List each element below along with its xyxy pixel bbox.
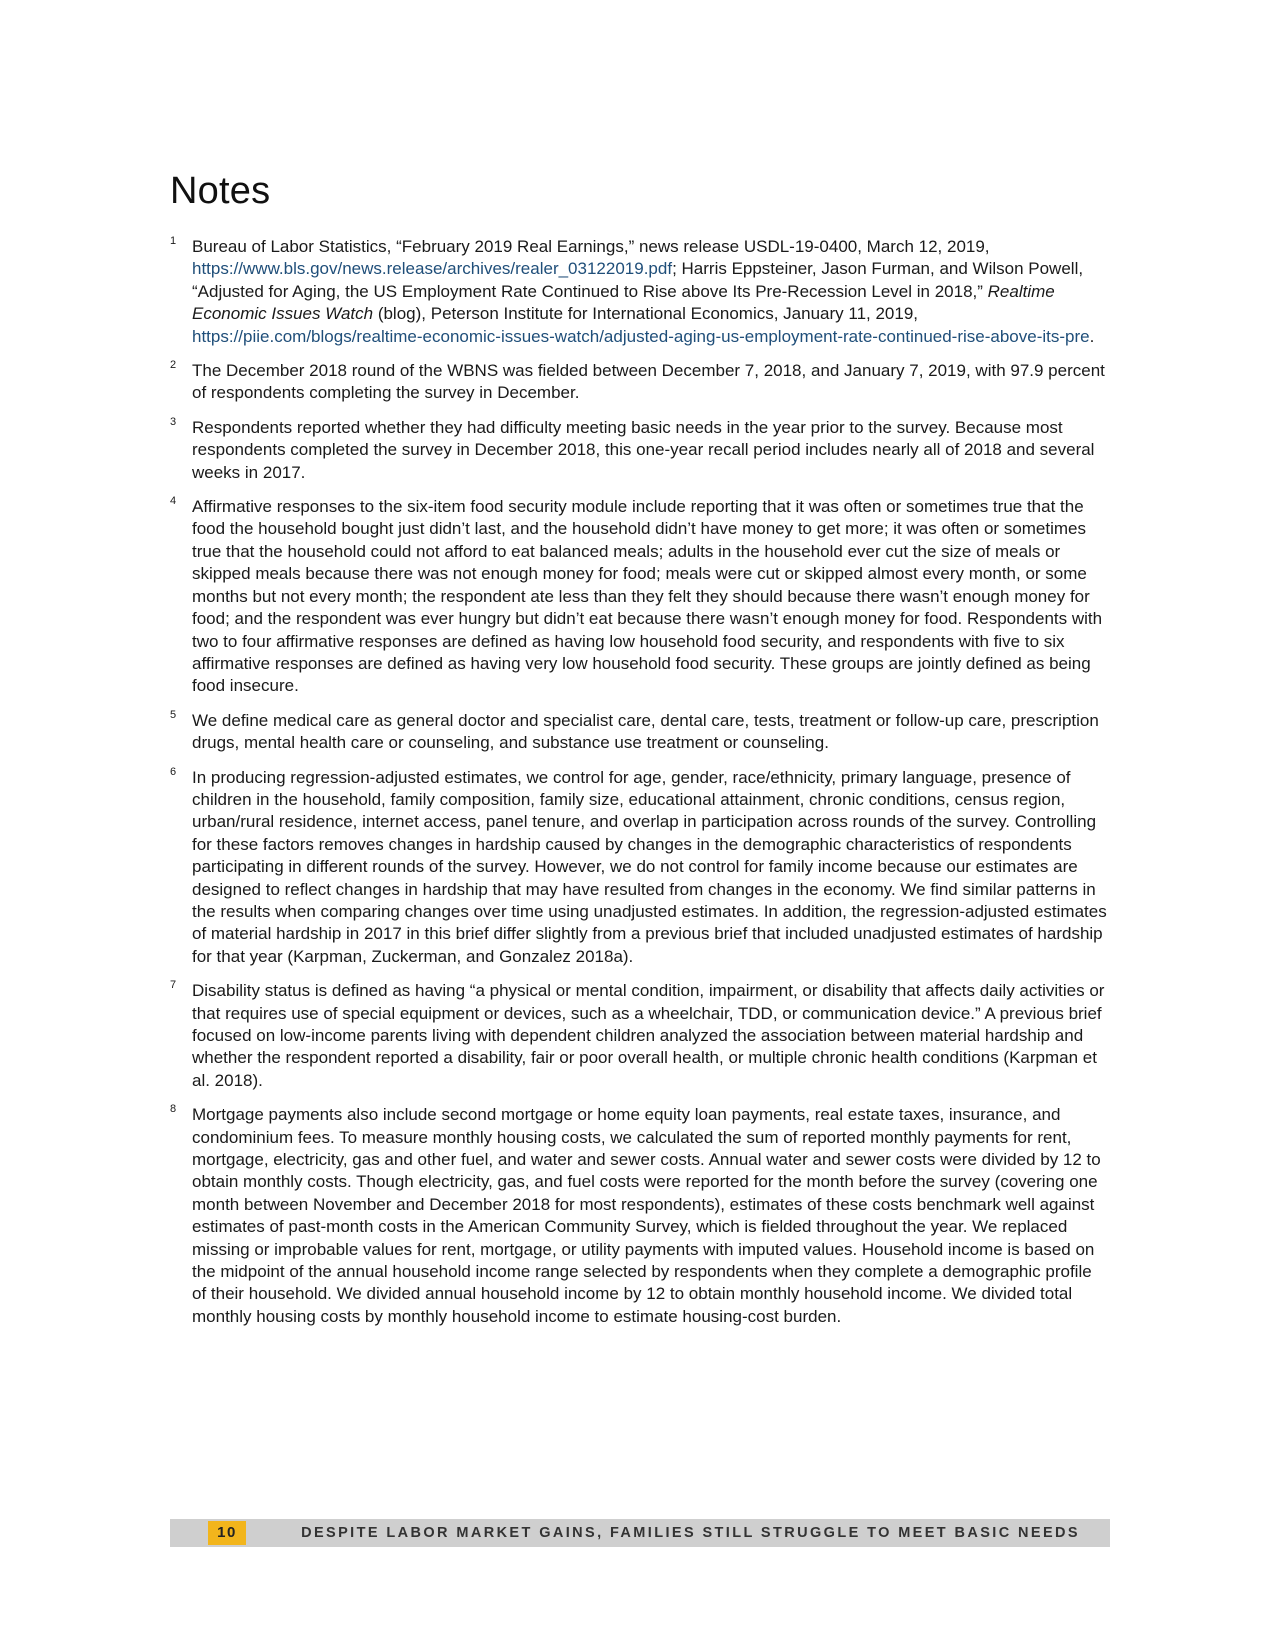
page-title: Notes [170,170,271,212]
note-8 [170,1104,1110,1328]
note-number: 8 [170,1103,177,1116]
note-7 [170,980,1110,1092]
note-4 [170,496,1110,698]
page-footer [170,1519,1110,1547]
note-2 [170,360,1110,405]
note-number: 5 [170,708,177,721]
note-6 [170,767,1110,969]
note-text: Affirmative responses to the six-item food security module include reporting that it was often or sometimes true that the food the household bought just didn’t last, and the household didn’t have money to get more; it was often or sometimes true that the household could not afford to eat balanced meals; adults in the household ever cut the size of meals or skipped meals because there was not enough money for food; meals were cut or skipped almost every month, or some months but not every month; the respondent ate less than they felt they should because there wasn’t enough money for food; and the respondent was ever hungry but didn’t eat because there wasn’t enough money for food. Respondents with two to four affirmative responses are defined as having low household food security, and respondents with five to six affirmative responses are defined as having very low household food security. These groups are jointly defined as being food insecure. [192,497,1103,696]
blog-title: Realtime Economic Issues Watch [192,281,1055,324]
note-number: 4 [170,495,177,508]
notes-list [170,236,1110,1340]
note-number: 1 [170,235,177,247]
note-number: 6 [170,765,177,778]
note-text: Mortgage payments also include second mortgage or home equity loan payments, real estate taxes, insurance, and condominium fees. To measure monthly housing costs, we calculated the sum of reported monthly payments for rent, mortgage, electricity, gas and other fuel, and water and sewer costs. Annual water and sewer costs were divided by 12 to obtain monthly costs. Though electricity, gas, and fuel costs were reported for the month before the survey (covering one month between November and December 2018 for most respondents), estimates of these costs benchmark well against estimates of past-month costs in the American Community Survey, which is fielded throughout the year. We replaced missing or improbable values for rent, mortgage, or utility payments with imputed values. Household income is based on the midpoint of the annual household income range selected by respondents when they complete a demographic profile of their household. We divided annual household income by 12 to obtain monthly household income. We divided total monthly housing costs by monthly household income to estimate housing-cost burden. [192,1105,1101,1326]
note-5 [170,710,1110,755]
note-number: 3 [170,415,177,428]
page-number-badge: 10 [208,1521,246,1545]
note-text: Respondents reported whether they had difficulty meeting basic needs in the year prior to the survey. Because most respondents completed the survey in December 2018, this one-year recall period includes nearly all of 2018 and several weeks in 2017. [192,417,1095,482]
note-text: Disability status is defined as having “a physical or mental condition, impairment, or disability that affects daily activities or that requires use of special equipment or devices, such as a wheelchair, TDD, or communication device.” A previous brief focused on low-income parents living with dependent children analyzed the association between material hardship and whether the respondent reported a disability, fair or poor overall health, or multiple chronic health conditions (Karpman et al. 2018). [192,981,1105,1090]
running-title: DESPITE LABOR MARKET GAINS, FAMILIES STILL STRUGGLE TO MEET BASIC NEEDS [301,1525,1080,1541]
note-text: Bureau of Labor Statistics, “February 2019 Real Earnings,” news release USDL-19-0400, March 12, 2019, https://www.bls.gov/news.release/archives/realer_03122019.pdf; Harris Eppsteiner, Jason Furman, and Wilson Powell, “Adjusted for Aging, the US Employment Rate Continued to Rise above Its Pre-Recession Level in 2018,” Realtime Economic Issues Watch (blog), Peterson Institute for International Economics, January 11, 2019, https://piie.com/blogs/realtime-economic-issues-watch/adjusted-aging-us-employment-rate-continued-rise-above-its-pre. [192,237,1095,346]
note-text: In producing regression-adjusted estimates, we control for age, gender, race/ethnicity, primary language, presence of children in the household, family composition, family size, educational attainment, chronic conditions, census region, urban/rural residence, internet access, panel tenure, and overlap in participation across rounds of the survey. Controlling for these factors removes changes in hardship caused by changes in the demographic characteristics of respondents participating in different rounds of the survey. However, we do not control for family income because our estimates are designed to reflect changes in hardship that may have resulted from changes in the economy. We find similar patterns in the results when comparing changes over time using unadjusted estimates. In addition, the regression-adjusted estimates of material hardship in 2017 in this brief differ slightly from a previous brief that included unadjusted estimates of hardship for that year (Karpman, Zuckerman, and Gonzalez 2018a). [192,767,1107,966]
note-number: 2 [170,359,177,372]
note-text: We define medical care as general doctor and specialist care, dental care, tests, treatment or follow-up care, prescription drugs, mental health care or counseling, and substance use treatment or counseling. [192,710,1099,753]
bls-link[interactable]: https://www.bls.gov/news.release/archives/realer_03122019.pdf [192,259,673,279]
note-3 [170,417,1110,484]
note-text: The December 2018 round of the WBNS was fielded between December 7, 2018, and January 7, 2019, with 97.9 percent of respondents completing the survey in December. [192,361,1105,403]
piie-link[interactable]: https://piie.com/blogs/realtime-economic-issues-watch/adjusted-aging-us-employment-rate-continued-rise-above-its-pre [192,326,1090,346]
note-1 [170,236,1110,348]
note-number: 7 [170,979,177,992]
